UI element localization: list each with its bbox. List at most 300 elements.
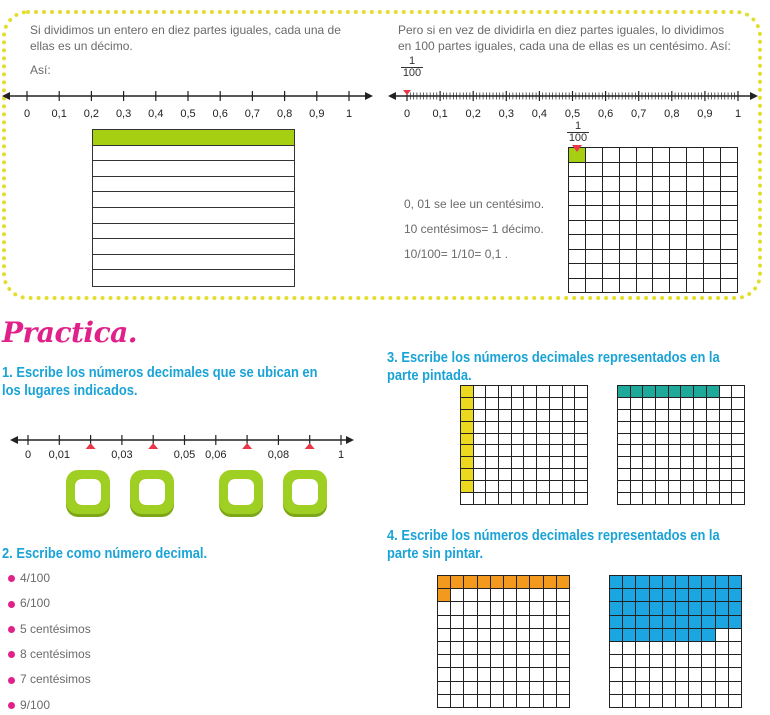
grid-cell xyxy=(653,206,670,221)
grid-cell xyxy=(694,410,707,422)
grid-cell xyxy=(464,695,477,708)
grid-cell xyxy=(517,668,530,681)
grid-cell xyxy=(637,163,654,178)
grid-cell xyxy=(653,177,670,192)
grid-cell xyxy=(524,469,537,481)
grid-cell xyxy=(512,422,525,434)
grid-cell xyxy=(544,642,557,655)
grid-cell xyxy=(704,163,721,178)
grid-cell xyxy=(544,682,557,695)
grid-cell xyxy=(610,668,623,681)
grid-cell xyxy=(544,589,557,602)
tick-label: 0,8 xyxy=(664,108,680,120)
grid-cell xyxy=(707,386,720,398)
grid-cell xyxy=(623,655,636,668)
grid-cell xyxy=(650,589,663,602)
grid-cell xyxy=(550,481,563,493)
grid-cell xyxy=(702,642,715,655)
grid-cell xyxy=(464,668,477,681)
tenth-strip xyxy=(93,224,294,240)
grid-cell xyxy=(524,422,537,434)
grid-cell xyxy=(550,410,563,422)
q4-grid-left xyxy=(437,575,570,708)
grid-cell xyxy=(486,434,499,446)
grid-cell xyxy=(478,589,491,602)
grid-cell xyxy=(478,602,491,615)
grid-cell xyxy=(720,493,733,505)
grid-cell xyxy=(643,493,656,505)
grid-cell xyxy=(663,616,676,629)
grid-cell xyxy=(550,386,563,398)
grid-cell xyxy=(464,629,477,642)
fraction-numerator: 1 xyxy=(408,55,416,67)
tick-label: 0 xyxy=(24,449,32,461)
grid-cell xyxy=(732,386,745,398)
grid-cell xyxy=(530,576,543,589)
question-2-list xyxy=(8,571,158,715)
tenth-strip xyxy=(93,270,294,286)
grid-cell xyxy=(550,434,563,446)
grid-cell xyxy=(610,602,623,615)
grid-cell xyxy=(575,410,588,422)
grid-cell xyxy=(504,695,517,708)
grid-cell xyxy=(676,655,689,668)
grid-cell xyxy=(504,642,517,655)
grid-cell xyxy=(575,493,588,505)
grid-cell xyxy=(499,398,512,410)
grid-cell xyxy=(689,682,702,695)
grid-cell xyxy=(623,589,636,602)
grid-cell xyxy=(653,279,670,294)
tenth-strip xyxy=(93,192,294,208)
grid-cell xyxy=(474,410,487,422)
grid-cell xyxy=(637,235,654,250)
grid-cell xyxy=(563,386,576,398)
grid-cell xyxy=(618,481,631,493)
tick-label: 0,3 xyxy=(498,108,514,120)
grid-cell xyxy=(504,576,517,589)
tick-label: 0,9 xyxy=(309,108,325,120)
tick-label: 0,4 xyxy=(531,108,548,120)
grid-cell xyxy=(530,642,543,655)
grid-cell xyxy=(670,235,687,250)
grid-cell xyxy=(438,668,451,681)
grid-cell xyxy=(643,434,656,446)
grid-fraction-denominator: 100 xyxy=(568,132,588,144)
grid-cell xyxy=(474,398,487,410)
grid-cell xyxy=(461,398,474,410)
grid-cell xyxy=(663,576,676,589)
intro-right-text xyxy=(398,22,738,54)
grid-cell xyxy=(704,206,721,221)
grid-cell xyxy=(504,589,517,602)
list-item-text: 9/100 xyxy=(20,697,51,712)
grid-cell xyxy=(681,386,694,398)
question-1-text: Escribe los números decimales que se ubican en los lugares indicados. xyxy=(2,364,318,399)
grid-cell xyxy=(569,279,586,294)
grid-cell xyxy=(704,177,721,192)
grid-cell xyxy=(687,192,704,207)
grid-cell xyxy=(517,589,530,602)
grid-cell xyxy=(694,481,707,493)
grid-cell xyxy=(586,264,603,279)
grid-cell xyxy=(729,602,742,615)
grid-cell xyxy=(512,481,525,493)
grid-cell xyxy=(663,668,676,681)
tenths-number-line xyxy=(0,80,380,125)
grid-cell xyxy=(464,602,477,615)
grid-cell xyxy=(653,235,670,250)
grid-cell xyxy=(637,206,654,221)
grid-cell xyxy=(550,457,563,469)
grid-cell xyxy=(704,264,721,279)
answer-box-3[interactable] xyxy=(219,470,263,514)
grid-cell xyxy=(631,422,644,434)
tick-label: 0,6 xyxy=(597,108,614,120)
grid-cell xyxy=(720,481,733,493)
fraction-label-grid xyxy=(565,121,591,144)
question-2-text: Escribe como número decimal. xyxy=(16,545,208,562)
grid-cell xyxy=(721,192,738,207)
grid-cell xyxy=(643,457,656,469)
grid-cell xyxy=(474,457,487,469)
grid-cell xyxy=(618,410,631,422)
grid-cell xyxy=(729,642,742,655)
grid-cell xyxy=(670,148,687,163)
hundredths-number-line xyxy=(388,80,760,125)
grid-cell xyxy=(669,386,682,398)
grid-cell xyxy=(530,589,543,602)
grid-cell xyxy=(563,398,576,410)
grid-cell xyxy=(620,206,637,221)
grid-cell xyxy=(620,279,637,294)
grid-cell xyxy=(653,192,670,207)
grid-cell xyxy=(603,148,620,163)
grid-cell xyxy=(669,493,682,505)
grid-cell xyxy=(499,457,512,469)
grid-cell xyxy=(729,616,742,629)
grid-cell xyxy=(716,629,729,642)
grid-cell xyxy=(586,250,603,265)
grid-cell xyxy=(478,655,491,668)
grid-cell xyxy=(550,422,563,434)
grid-cell xyxy=(650,668,663,681)
grid-cell xyxy=(464,642,477,655)
position-marker-icon xyxy=(242,443,252,449)
grid-cell xyxy=(491,576,504,589)
grid-cell xyxy=(557,576,570,589)
grid-cell xyxy=(720,386,733,398)
grid-cell xyxy=(451,642,464,655)
grid-cell xyxy=(681,481,694,493)
grid-cell xyxy=(636,576,649,589)
tick-label: 0,6 xyxy=(212,108,228,120)
grid-cell xyxy=(689,695,702,708)
grid-cell xyxy=(438,655,451,668)
grid-cell xyxy=(610,695,623,708)
grid-cell xyxy=(676,629,689,642)
grid-cell xyxy=(702,576,715,589)
grid-cell xyxy=(550,445,563,457)
question-1 xyxy=(2,364,333,400)
grid-cell xyxy=(461,422,474,434)
grid-cell xyxy=(557,616,570,629)
grid-cell xyxy=(504,682,517,695)
grid-cell xyxy=(451,576,464,589)
grid-cell xyxy=(486,493,499,505)
grid-cell xyxy=(569,206,586,221)
grid-cell xyxy=(716,589,729,602)
grid-cell xyxy=(557,589,570,602)
grid-cell xyxy=(438,695,451,708)
position-marker-icon xyxy=(403,90,411,95)
grid-cell xyxy=(694,469,707,481)
grid-cell xyxy=(707,434,720,446)
grid-cell xyxy=(732,457,745,469)
grid-cell xyxy=(643,386,656,398)
grid-cell xyxy=(550,469,563,481)
grid-cell xyxy=(491,589,504,602)
grid-cell xyxy=(707,481,720,493)
grid-cell xyxy=(721,177,738,192)
bullet-icon xyxy=(8,702,15,709)
grid-cell xyxy=(478,576,491,589)
q4-grid-right xyxy=(609,575,742,708)
grid-cell xyxy=(631,410,644,422)
grid-cell xyxy=(603,221,620,236)
list-item-text: 7 centésimos xyxy=(20,672,91,687)
grid-cell xyxy=(610,655,623,668)
grid-cell xyxy=(689,668,702,681)
question-4 xyxy=(387,527,748,563)
grid-cell xyxy=(530,655,543,668)
list-item xyxy=(8,596,50,610)
grid-cell xyxy=(650,682,663,695)
grid-cell xyxy=(524,398,537,410)
grid-cell xyxy=(586,163,603,178)
grid-cell xyxy=(670,250,687,265)
grid-cell xyxy=(537,410,550,422)
intro-notes xyxy=(404,197,544,272)
grid-cell xyxy=(637,279,654,294)
grid-cell xyxy=(694,457,707,469)
grid-cell xyxy=(478,682,491,695)
grid-cell xyxy=(620,221,637,236)
answer-box-1[interactable] xyxy=(66,470,110,514)
grid-cell xyxy=(729,629,742,642)
grid-cell xyxy=(643,422,656,434)
grid-cell xyxy=(618,457,631,469)
intro-hundred-grid xyxy=(568,147,738,293)
grid-cell xyxy=(643,410,656,422)
grid-cell xyxy=(620,148,637,163)
grid-cell xyxy=(610,682,623,695)
grid-cell xyxy=(720,469,733,481)
grid-cell xyxy=(499,410,512,422)
grid-cell xyxy=(524,457,537,469)
grid-cell xyxy=(569,221,586,236)
grid-cell xyxy=(676,695,689,708)
grid-cell xyxy=(563,445,576,457)
grid-cell xyxy=(586,148,603,163)
grid-cell xyxy=(563,469,576,481)
grid-cell xyxy=(650,629,663,642)
bullet-icon xyxy=(8,651,15,658)
grid-cell xyxy=(530,668,543,681)
grid-cell xyxy=(721,235,738,250)
grid-cell xyxy=(464,655,477,668)
grid-cell xyxy=(721,163,738,178)
grid-cell xyxy=(610,642,623,655)
grid-cell xyxy=(707,398,720,410)
grid-cell xyxy=(704,250,721,265)
grid-cell xyxy=(586,279,603,294)
grid-cell xyxy=(512,493,525,505)
grid-cell xyxy=(478,642,491,655)
grid-cell xyxy=(681,445,694,457)
grid-cell xyxy=(517,642,530,655)
grid-cell xyxy=(504,629,517,642)
grid-cell xyxy=(732,434,745,446)
list-item xyxy=(8,571,50,585)
grid-cell xyxy=(687,250,704,265)
grid-cell xyxy=(438,629,451,642)
grid-cell xyxy=(491,668,504,681)
grid-cell xyxy=(504,655,517,668)
grid-cell xyxy=(618,445,631,457)
question-4-text: Escribe los números decimales representados en la parte sin pintar. xyxy=(387,527,720,562)
grid-cell xyxy=(669,469,682,481)
tenth-strip xyxy=(93,130,294,146)
q3-grid-left xyxy=(460,385,588,505)
grid-cell xyxy=(669,457,682,469)
grid-cell xyxy=(623,576,636,589)
list-item xyxy=(8,622,91,636)
grid-cell xyxy=(623,668,636,681)
grid-cell xyxy=(656,481,669,493)
grid-cell xyxy=(702,695,715,708)
grid-cell xyxy=(569,163,586,178)
grid-cell xyxy=(643,469,656,481)
grid-cell xyxy=(504,668,517,681)
grid-cell xyxy=(707,422,720,434)
intro-right-paragraph: Pero si en vez de dividirla en diez partes iguales, lo dividimos en 100 partes iguales, cada una de ellas es un centésimo. Así: xyxy=(398,23,731,53)
grid-cell xyxy=(676,682,689,695)
grid-cell xyxy=(618,469,631,481)
practica-title: Practica. xyxy=(2,316,138,349)
arrow-right-icon xyxy=(346,436,354,444)
grid-cell xyxy=(623,602,636,615)
grid-cell xyxy=(603,235,620,250)
grid-cell xyxy=(491,602,504,615)
grid-cell xyxy=(486,398,499,410)
tick-label: 0,9 xyxy=(697,108,713,120)
grid-cell xyxy=(575,469,588,481)
grid-cell xyxy=(704,192,721,207)
tenth-strip xyxy=(93,177,294,193)
grid-cell xyxy=(716,695,729,708)
grid-cell xyxy=(702,589,715,602)
grid-cell xyxy=(637,250,654,265)
tenth-strip xyxy=(93,161,294,177)
grid-fraction-numerator: 1 xyxy=(574,120,582,132)
tenth-strip xyxy=(93,208,294,224)
grid-cell xyxy=(656,493,669,505)
grid-cell xyxy=(512,469,525,481)
question-4-number: 4. xyxy=(387,527,398,544)
grid-cell xyxy=(656,422,669,434)
grid-cell xyxy=(636,655,649,668)
grid-cell xyxy=(670,279,687,294)
grid-cell xyxy=(517,616,530,629)
grid-cell xyxy=(716,642,729,655)
grid-cell xyxy=(643,445,656,457)
grid-cell xyxy=(544,576,557,589)
grid-cell xyxy=(563,457,576,469)
grid-cell xyxy=(707,469,720,481)
grid-cell xyxy=(504,602,517,615)
grid-cell xyxy=(676,576,689,589)
grid-cell xyxy=(537,493,550,505)
grid-cell xyxy=(663,629,676,642)
grid-cell xyxy=(620,235,637,250)
grid-cell xyxy=(478,629,491,642)
position-marker-icon xyxy=(148,443,158,449)
grid-cell xyxy=(631,493,644,505)
intro-asi-label: Así: xyxy=(30,63,51,77)
grid-cell xyxy=(694,493,707,505)
answer-box-2[interactable] xyxy=(130,470,174,514)
grid-cell xyxy=(517,576,530,589)
grid-cell xyxy=(676,602,689,615)
tick-label: 0,2 xyxy=(465,108,481,120)
grid-cell xyxy=(603,206,620,221)
grid-cell xyxy=(637,221,654,236)
grid-cell xyxy=(694,398,707,410)
grid-cell xyxy=(729,682,742,695)
grid-cell xyxy=(474,386,487,398)
grid-cell xyxy=(586,235,603,250)
grid-cell xyxy=(650,642,663,655)
grid-cell xyxy=(464,576,477,589)
grid-cell xyxy=(491,616,504,629)
grid-cell xyxy=(689,629,702,642)
grid-cell xyxy=(637,264,654,279)
grid-cell xyxy=(732,410,745,422)
bullet-icon xyxy=(8,677,15,684)
grid-cell xyxy=(704,235,721,250)
grid-cell xyxy=(499,493,512,505)
grid-cell xyxy=(563,493,576,505)
grid-cell xyxy=(707,457,720,469)
grid-cell xyxy=(643,398,656,410)
grid-cell xyxy=(524,481,537,493)
tick-label: 0,5 xyxy=(564,108,581,120)
tick-label: 0,01 xyxy=(48,449,71,461)
grid-cell xyxy=(721,206,738,221)
grid-cell xyxy=(670,206,687,221)
grid-cell xyxy=(575,398,588,410)
grid-cell xyxy=(544,668,557,681)
grid-cell xyxy=(461,410,474,422)
grid-cell xyxy=(610,576,623,589)
grid-cell xyxy=(704,221,721,236)
answer-box-4[interactable] xyxy=(283,470,327,514)
grid-cell xyxy=(464,682,477,695)
grid-cell xyxy=(491,629,504,642)
bullet-icon xyxy=(8,601,15,608)
grid-cell xyxy=(530,629,543,642)
